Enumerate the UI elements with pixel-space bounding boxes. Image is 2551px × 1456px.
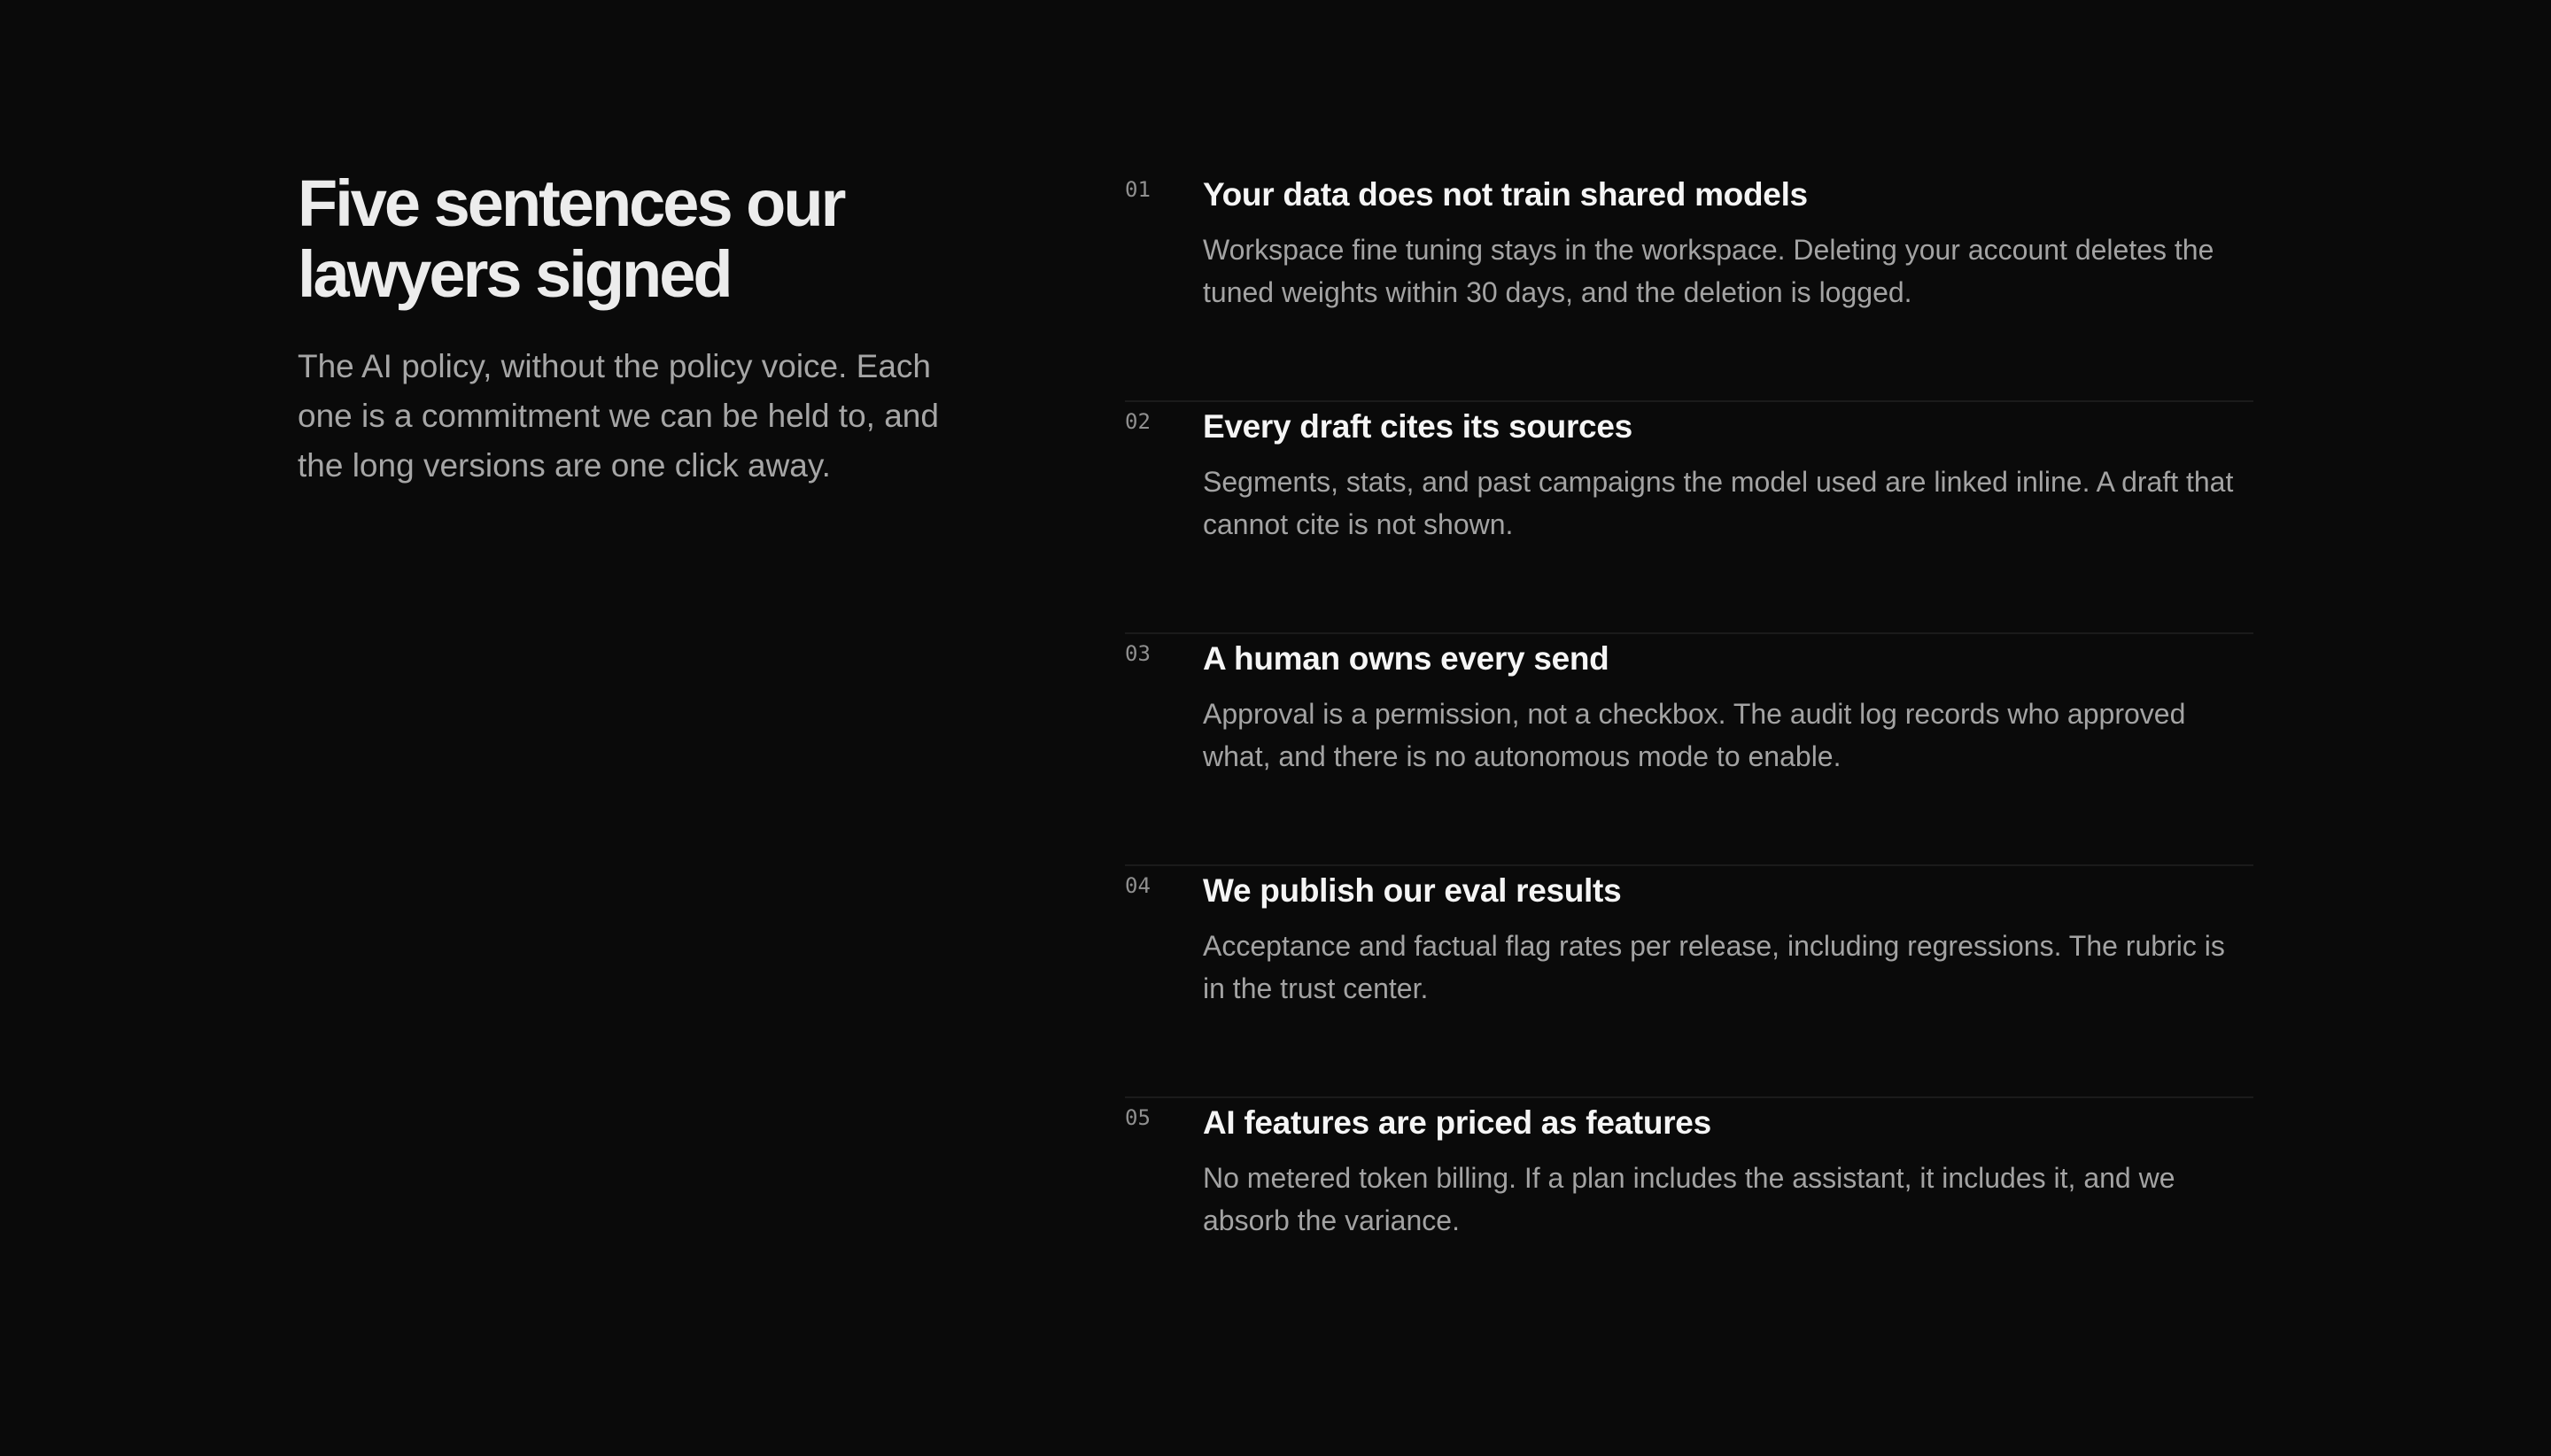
commitment-text: Acceptance and factual flag rates per release, including regressions. The rubric is in the trust center. xyxy=(1203,930,2225,1004)
commitment-heading: Your data does not train shared models xyxy=(1203,176,1808,213)
commitment-text: No metered token billing. If a plan includes the assistant, it includes it, and we absorb the variance. xyxy=(1203,1162,2175,1236)
commitment-item-05 xyxy=(1125,1098,2253,1330)
commitment-item-03 xyxy=(1125,634,2253,866)
commitment-item-04 xyxy=(1125,866,2253,1098)
commitment-body xyxy=(1203,170,2253,314)
intro-lede: The AI policy, without the policy voice. Each one is a commitment we can be held to, and the long versions are one click away. xyxy=(298,348,939,484)
commitment-item-02 xyxy=(1125,402,2253,634)
commitment-text: Segments, stats, and past campaigns the model used are linked inline. A draft that cannot cite is not shown. xyxy=(1203,466,2234,540)
commitment-body xyxy=(1203,866,2253,1010)
commitment-number: 03 xyxy=(1125,641,1151,666)
commitment-number: 05 xyxy=(1125,1105,1151,1130)
commitments-list xyxy=(1125,170,2253,1330)
commitment-number: 01 xyxy=(1125,177,1151,202)
page-title: Five sentences our lawyers signed xyxy=(298,167,844,311)
commitment-text: Approval is a permission, not a checkbox. The audit log records who approved what, and there is no autonomous mode to enable. xyxy=(1203,698,2186,772)
commitment-body xyxy=(1203,1098,2253,1242)
commitment-heading: AI features are priced as features xyxy=(1203,1104,1711,1141)
commitment-number: 02 xyxy=(1125,409,1151,434)
commitment-heading: We publish our eval results xyxy=(1203,872,1622,909)
intro-section xyxy=(298,168,989,491)
commitment-heading: Every draft cites its sources xyxy=(1203,408,1632,445)
commitment-body xyxy=(1203,402,2253,546)
commitment-text: Workspace fine tuning stays in the workspace. Deleting your account deletes the tuned weights within 30 days, and the deletion is logged. xyxy=(1203,234,2214,308)
commitment-body xyxy=(1203,634,2253,778)
commitment-number: 04 xyxy=(1125,873,1151,898)
commitment-item-01 xyxy=(1125,170,2253,402)
commitment-heading: A human owns every send xyxy=(1203,640,1609,677)
